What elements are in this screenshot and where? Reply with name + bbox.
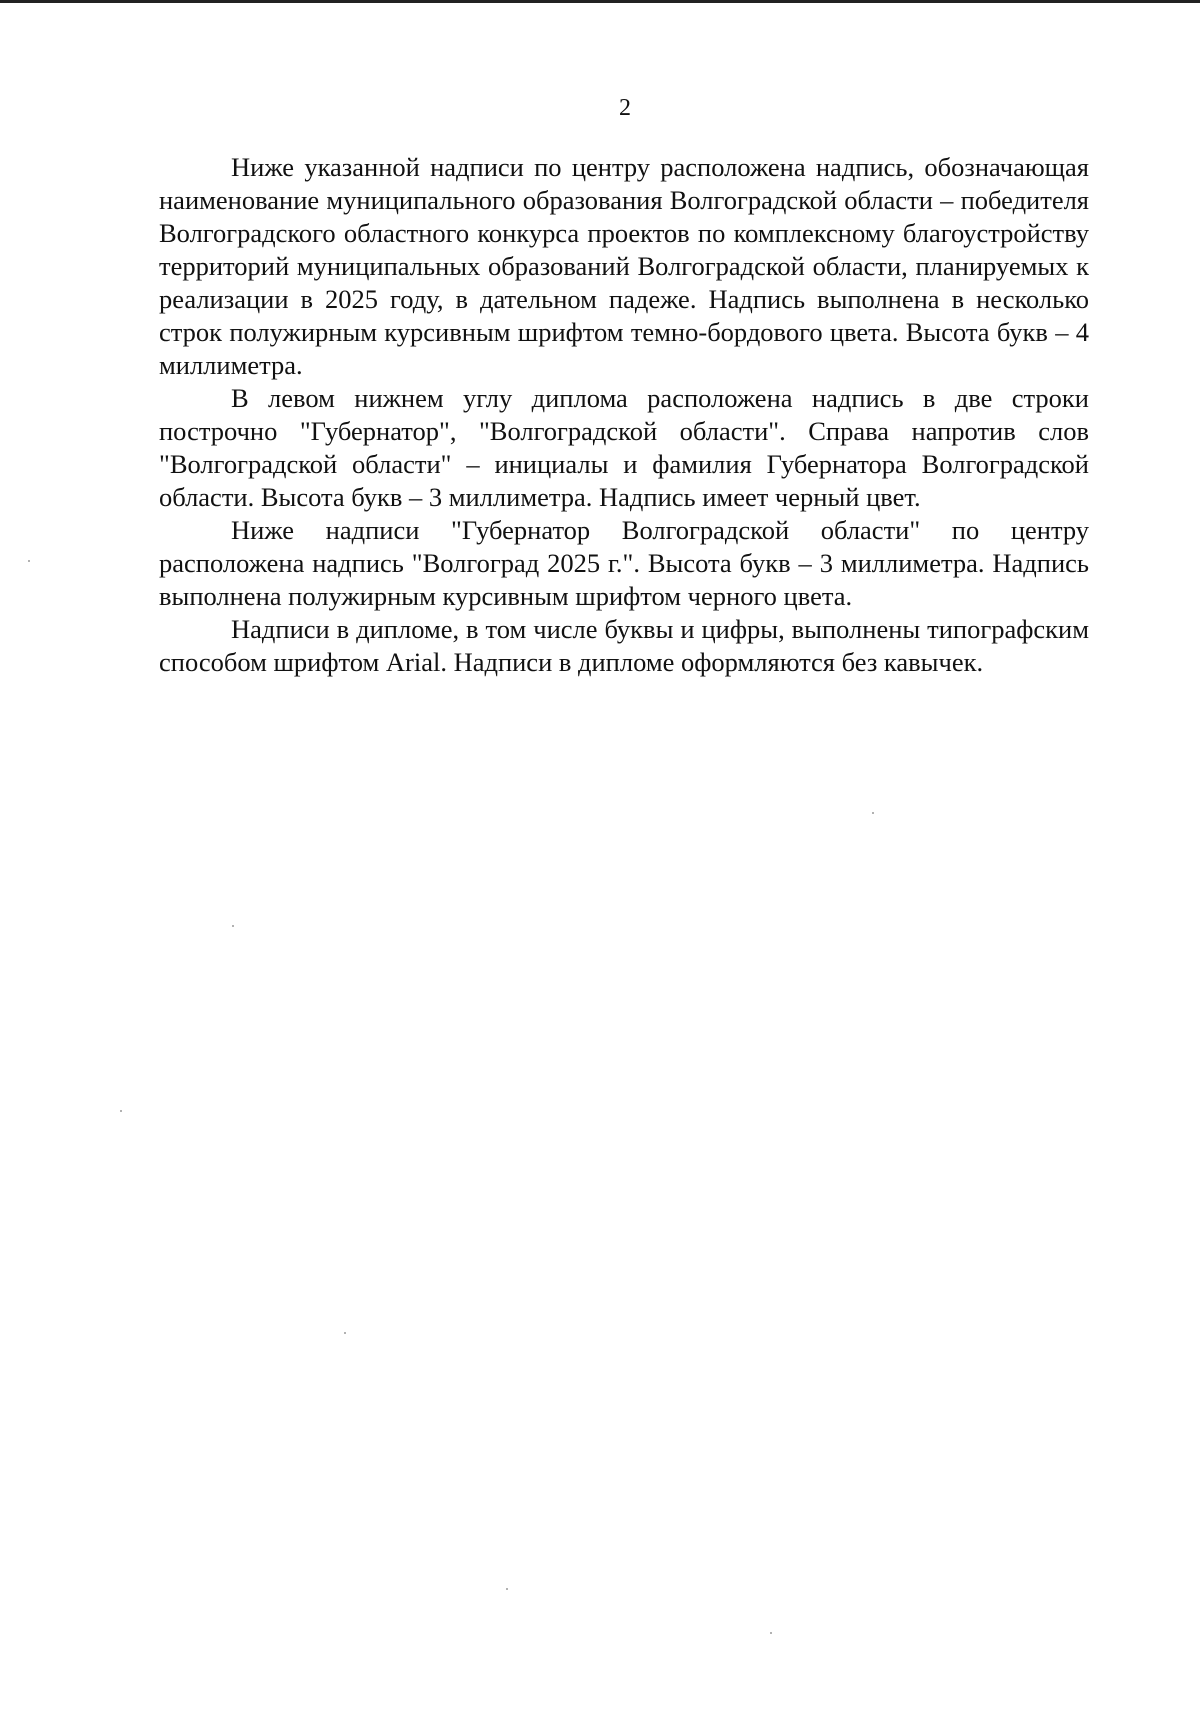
scan-top-edge: [0, 0, 1200, 3]
paragraph-main-inscription: Ниже указанной надписи по центру расположена надпись, обозначающая наименование муниципального образования Волгоградской области – победителя Волгоградского областного конкурса проектов по комплексному благоустройству территорий муниципальных образований Волгоградской области, планируемых к реализации в 2025 году, в дательном падеже. Надпись выполнена в несколько строк полужирным курсивным шрифтом темно-бордового цвета. Высота букв – 4 миллиметра.: [159, 152, 1089, 380]
page-number: 2: [619, 95, 631, 121]
scan-speck: [344, 1332, 346, 1334]
scan-speck: [872, 812, 874, 814]
document-body: [159, 151, 1089, 679]
paragraph-font-note: Надписи в дипломе, в том числе буквы и цифры, выполнены типографским способом шрифтом Arial. Надписи в дипломе оформляются без кавычек.: [159, 614, 1089, 677]
scan-speck: [770, 1632, 772, 1634]
scan-speck: [120, 1110, 122, 1112]
scan-speck: [506, 1588, 508, 1590]
paragraph-city-year-inscription: Ниже надписи "Губернатор Волгоградской области" по центру расположена надпись "Волгоград 2025 г.". Высота букв – 3 миллиметра. Надпись выполнена полужирным курсивным шрифтом черного цвета.: [159, 515, 1089, 611]
paragraph-governor-inscription: В левом нижнем углу диплома расположена надпись в две строки построчно "Губернатор", "Волгоградской области". Справа напротив слов "Волгоградской области" – инициалы и фамилия Губернатора Волгоградской области. Высота букв – 3 миллиметра. Надпись имеет черный цвет.: [159, 383, 1089, 512]
scan-speck: [28, 560, 30, 562]
scan-speck: [232, 925, 234, 927]
